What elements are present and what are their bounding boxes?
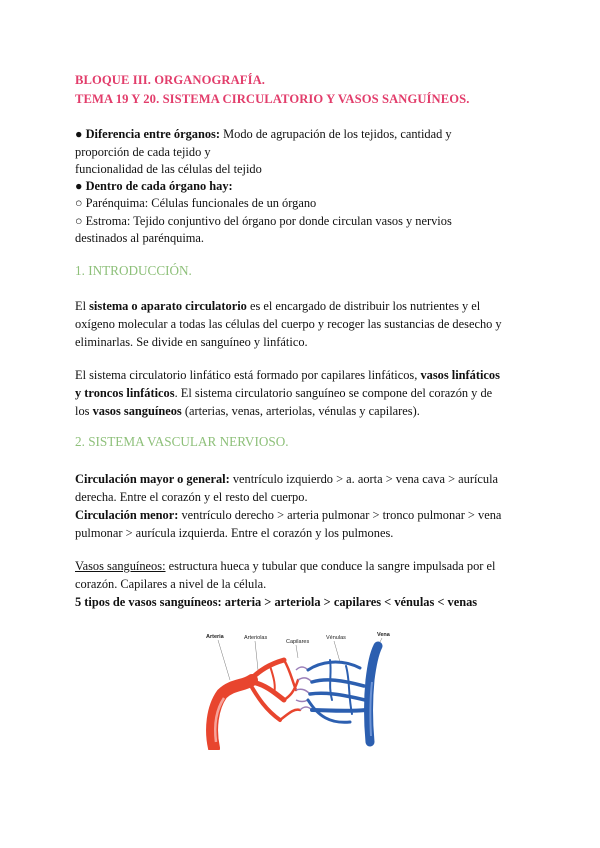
bullet-parenquima: ○ Parénquima: Células funcionales de un órgano xyxy=(75,196,317,210)
section-introduccion-heading: 1. INTRODUCCIÓN. xyxy=(75,263,192,278)
label-venulas: Vénulas xyxy=(326,635,346,641)
intro-paragraph-line3: eliminarlas. Se divide en sanguíneo y linfático. xyxy=(75,335,308,349)
bullet-estroma-cont: destinados al parénquima. xyxy=(75,231,205,245)
linfatico-line3: los vasos sanguíneos (arterias, venas, arteriolas, vénulas y capilares). xyxy=(75,404,420,418)
linfatico-line1: El sistema circulatorio linfático está formado por capilares linfáticos, vasos linfáticos xyxy=(75,368,500,382)
bullet-estroma: ○ Estroma: Tejido conjuntivo del órgano por donde circulan vasos y nervios xyxy=(75,214,452,228)
label-capilares: Capilares xyxy=(286,639,310,645)
label-arteria: Arteria xyxy=(206,634,224,640)
arterioles xyxy=(250,660,300,720)
linfatico-line2: y troncos linfáticos. El sistema circulatorio sanguíneo se compone del corazón y de xyxy=(75,386,493,400)
bloque-title: BLOQUE III. ORGANOGRAFÍA. xyxy=(75,73,266,87)
tema-title: TEMA 19 Y 20. SISTEMA CIRCULATORIO Y VASOS SANGUÍNEOS. xyxy=(75,92,470,106)
venules xyxy=(308,660,366,722)
label-arteriolas: Arteriolas xyxy=(244,635,268,641)
circulacion-menor: Circulación menor: ventrículo derecho > arteria pulmonar > tronco pulmonar > vena xyxy=(75,508,502,522)
section-vascular-heading: 2. SISTEMA VASCULAR NERVIOSO. xyxy=(75,434,289,449)
circulacion-mayor-cont: derecha. Entre el corazón y el resto del cuerpo. xyxy=(75,490,308,504)
bullet-diferencia-cont1: proporción de cada tejido y xyxy=(75,145,211,159)
bullet-diferencia: ● Diferencia entre órganos: Modo de agrupación de los tejidos, cantidad y xyxy=(75,127,452,141)
bullet-dentro: ● Dentro de cada órgano hay: xyxy=(75,179,233,193)
vasos-sanguineos: Vasos sanguíneos: estructura hueca y tubular que conduce la sangre impulsada por el xyxy=(75,559,496,573)
bullet-diferencia-cont2: funcionalidad de las células del tejido xyxy=(75,162,262,176)
circulacion-mayor: Circulación mayor o general: ventrículo izquierdo > a. aorta > vena cava > aurícula xyxy=(75,472,499,486)
intro-paragraph-line2: oxígeno molecular a todas las células del cuerpo y recoger las sustancias de desecho y xyxy=(75,317,502,331)
tipos-vasos: 5 tipos de vasos sanguíneos: arteria > arteriola > capilares < vénulas < venas xyxy=(75,595,478,609)
intro-paragraph-line1: El sistema o aparato circulatorio es el encargado de distribuir los nutrientes y el xyxy=(75,299,481,313)
blood-vessels-figure xyxy=(200,630,400,750)
vasos-sanguineos-cont: corazón. Capilares a nivel de la célula. xyxy=(75,577,267,591)
label-vena: Vena xyxy=(377,632,390,638)
circulacion-menor-cont: pulmonar > aurícula izquierda. Entre el corazón y los pulmones. xyxy=(75,526,394,540)
